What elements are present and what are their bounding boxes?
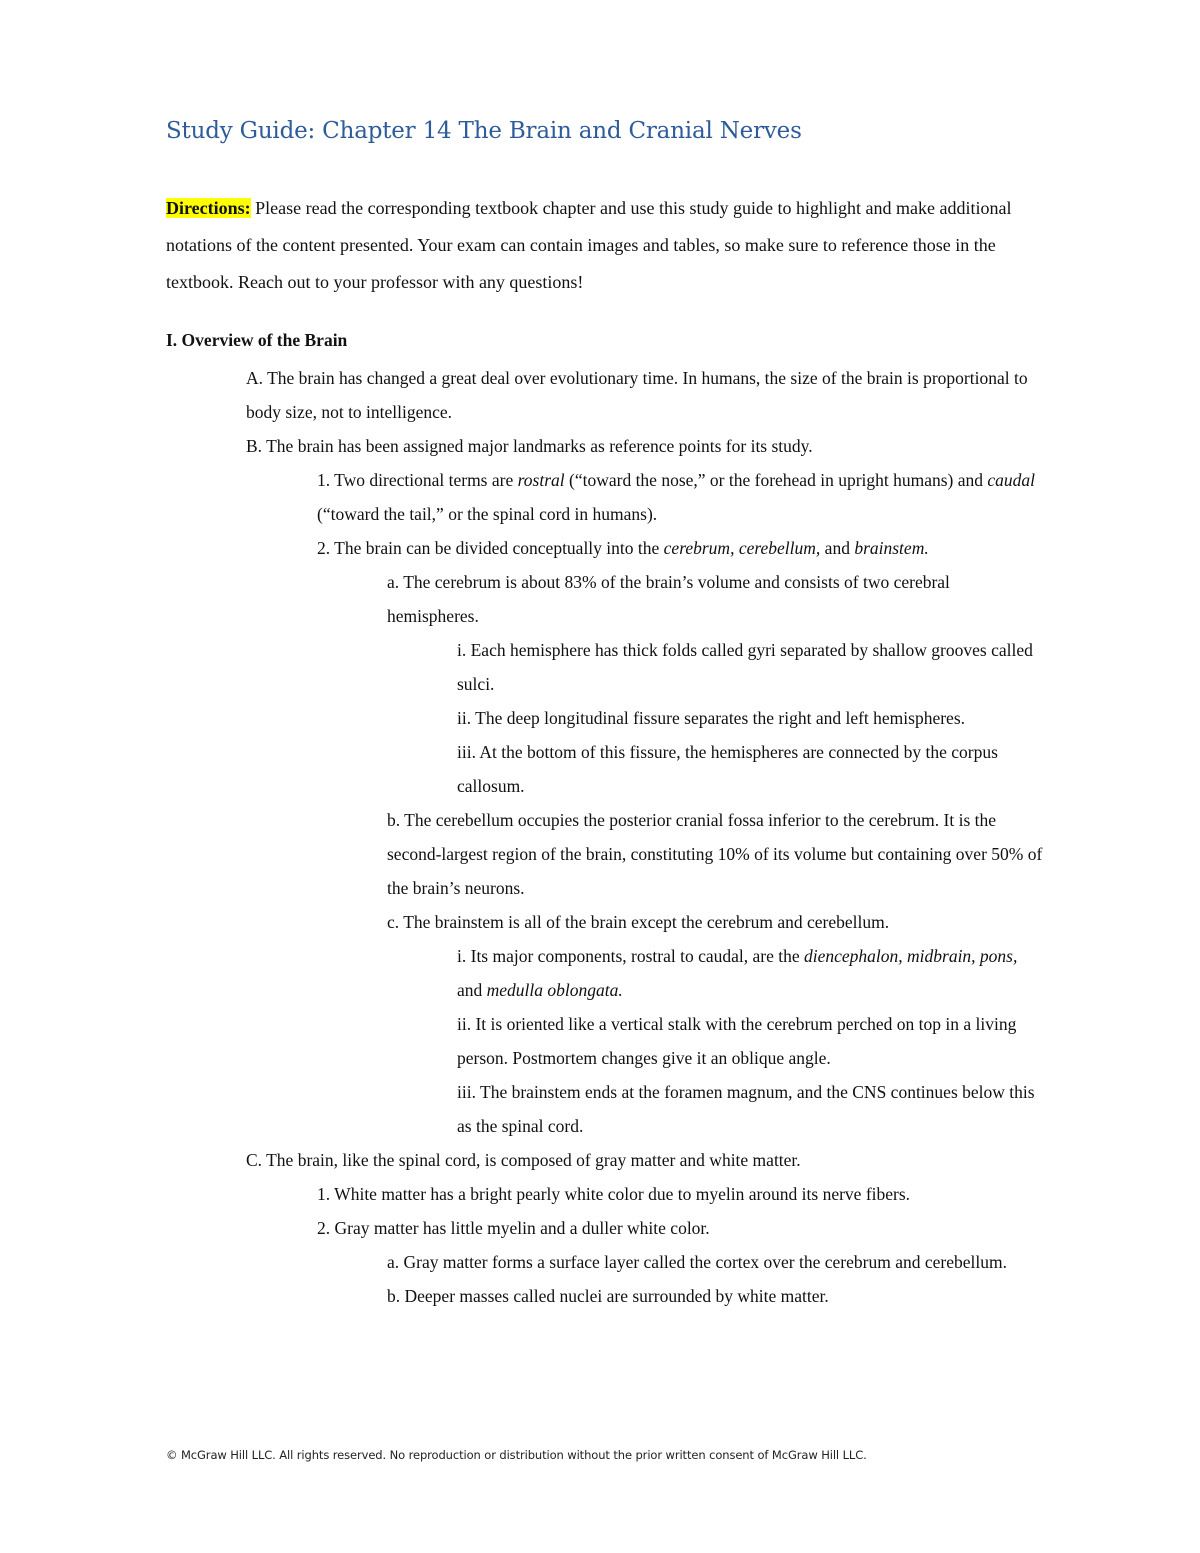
outline-text: 1. Two directional terms are [317, 470, 518, 490]
outline-list [166, 361, 1046, 1313]
copyright-footer: © McGraw Hill LLC. All rights reserved. No reproduction or distribution without the prior written consent of McGraw Hill LLC. [166, 1448, 867, 1462]
italic-term: diencephalon, midbrain, pons, [803, 946, 1018, 966]
outline-text: B. The brain has been assigned major landmarks as reference points for its study. [246, 436, 813, 456]
outline-item [457, 1007, 1046, 1075]
outline-item [457, 939, 1046, 1007]
outline-text: 1. White matter has a bright pearly white color due to myelin around its nerve fibers. [317, 1184, 911, 1204]
outline-item [246, 361, 1046, 429]
outline-text: a. Gray matter forms a surface layer called the cortex over the cerebrum and cerebellum. [387, 1252, 1007, 1272]
outline-item [457, 633, 1046, 701]
outline-item [387, 1279, 1046, 1313]
outline-text: (“toward the nose,” or the forehead in upright humans) and [564, 470, 988, 490]
directions-paragraph [166, 190, 1046, 301]
outline-item [317, 463, 1046, 531]
outline-text: (“toward the tail,” or the spinal cord in humans). [317, 504, 658, 524]
outline-item [246, 1143, 1046, 1177]
outline-text: C. The brain, like the spinal cord, is composed of gray matter and white matter. [246, 1150, 801, 1170]
section-heading: I. Overview of the Brain [166, 330, 348, 350]
outline-text: b. Deeper masses called nuclei are surrounded by white matter. [387, 1286, 829, 1306]
outline-text: i. Its major components, rostral to caudal, are the [457, 946, 804, 966]
outline-item [387, 803, 1046, 905]
outline-item [387, 565, 1046, 633]
italic-term: cerebrum, cerebellum, [663, 538, 821, 558]
directions-label: Directions: [166, 198, 251, 218]
outline-item [457, 1075, 1046, 1143]
outline-text: a. The cerebrum is about 83% of the brain’s volume and consists of two cerebral hemispheres. [387, 572, 950, 626]
outline-text: b. The cerebellum occupies the posterior cranial fossa inferior to the cerebrum. It is the second-largest region of the brain, constituting 10% of its volume but containing over 50% of the brain’s neurons. [387, 810, 1043, 898]
outline-text: c. The brainstem is all of the brain except the cerebrum and cerebellum. [387, 912, 890, 932]
outline-text: and [457, 980, 487, 1000]
outline-text: iii. The brainstem ends at the foramen magnum, and the CNS continues below this as the spinal cord. [457, 1082, 1035, 1136]
page-title: Study Guide: Chapter 14 The Brain and Cranial Nerves [166, 118, 802, 144]
outline-text: 2. The brain can be divided conceptually into the [317, 538, 664, 558]
italic-term: rostral [517, 470, 565, 490]
outline-text: ii. The deep longitudinal fissure separates the right and left hemispheres. [457, 708, 966, 728]
outline-text: iii. At the bottom of this fissure, the hemispheres are connected by the corpus callosum. [457, 742, 998, 796]
outline-item [317, 1211, 1046, 1245]
outline-item [317, 1177, 1046, 1211]
outline-item [387, 1245, 1046, 1279]
outline-item [457, 701, 1046, 735]
outline-text: A. The brain has changed a great deal over evolutionary time. In humans, the size of the brain is proportional to body size, not to intelligence. [246, 368, 1028, 422]
italic-term: medulla oblongata. [486, 980, 623, 1000]
outline-text: ii. It is oriented like a vertical stalk with the cerebrum perched on top in a living person. Postmortem changes give it an oblique angle. [457, 1014, 1017, 1068]
outline-text: and [820, 538, 855, 558]
outline-item [317, 531, 1046, 565]
outline-item [387, 905, 1046, 939]
italic-term: brainstem. [854, 538, 929, 558]
outline-item [246, 429, 1046, 463]
outline-text: 2. Gray matter has little myelin and a duller white color. [317, 1218, 710, 1238]
italic-term: caudal [987, 470, 1036, 490]
outline-text: i. Each hemisphere has thick folds called gyri separated by shallow grooves called sulci. [457, 640, 1033, 694]
directions-text: Please read the corresponding textbook chapter and use this study guide to highlight and make additional notations of the content presented. Your exam can contain images and tables, so make sure to reference those in the textbook. Reach out to your professor with any questions! [166, 198, 1012, 292]
outline-item [457, 735, 1046, 803]
